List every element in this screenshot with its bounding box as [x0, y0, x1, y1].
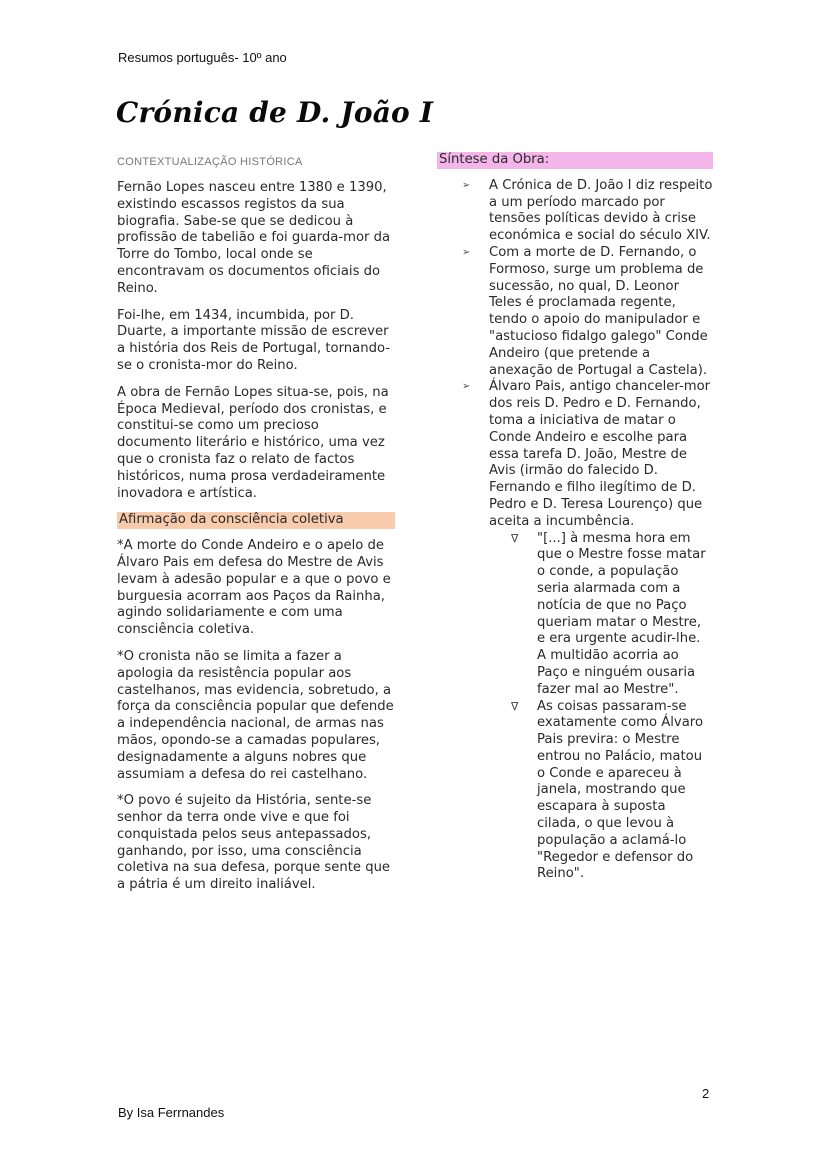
sub-list: [489, 531, 713, 884]
point-paragraph: *A morte do Conde Andeiro e o apelo de Álvaro Pais em defesa do Mestre de Avis levam à adesão popular e a que o povo e burguesia acorram aos Paços da Rainha, agindo solidariamente e com uma consciência coletiva.: [117, 538, 391, 638]
paragraph: Foi-lhe, em 1434, incumbida, por D. Duarte, a importante missão de escrever a história dos Reis de Portugal, tornando-se o cronista-mor do Reino.: [117, 307, 391, 373]
list-item: [462, 379, 713, 883]
highlight-heading-consciencia: Afirmação da consciência coletiva: [117, 512, 395, 529]
sub-list-item: [511, 698, 713, 884]
page-number: 2: [702, 1086, 710, 1101]
synthesis-list: [437, 178, 713, 883]
sub-list-item-text: As coisas passaram-se exatamente como Álvaro Pais previra: o Mestre entrou no Palácio, matou o Conde e apareceu à janela, mostrando que escapara à suposta cilada, o que levou à população a aclamá-lo "Regedor e defensor do Reino".: [537, 698, 704, 882]
highlight-heading-sintese: Síntese da Obra:: [437, 152, 713, 169]
arrow-bullet-icon: ➢: [462, 381, 471, 393]
list-item-text: Álvaro Pais, antigo chanceler-mor dos reis D. Pedro e D. Fernando, toma a iniciativa de matar o Conde Andeiro e escolhe para essa tarefa D. João, Mestre de Avis (irmão do falecido D. Fernando e filho ilegítimo de D. Pedro e D. Teresa Lourenço) que aceita a incumbência.: [489, 379, 711, 529]
list-item-text: Com a morte de D. Fernando, o Formoso, surge um problema de sucessão, no qual, D. Leonor Teles é proclamada regente, tendo o apoio do manipulador e "astucioso fidalgo galego" Conde Andeiro (que pretende a anexação de Portugal a Castela).: [489, 244, 708, 378]
arrow-bullet-icon: ➢: [462, 179, 471, 191]
sub-list-item: [511, 530, 713, 699]
paragraph: Fernão Lopes nasceu entre 1380 e 1390, existindo escassos registos da sua biografia. Sabe-se que se dedicou à profissão de tabelião e foi guarda-mor da Torre do Tombo, local onde se encontravam os documentos oficiais do Reino.: [117, 180, 391, 296]
left-column: [117, 180, 395, 904]
arrow-bullet-icon: ➢: [462, 246, 471, 258]
page-footer-author: By Isa Ferrnandes: [118, 1105, 225, 1120]
document-title: Crónica de D. João I: [116, 96, 434, 129]
point-paragraph: *O povo é sujeito da História, sente-se senhor da terra onde vive e que foi conquistada pelos seus antepassados, ganhando, por isso, uma consciência coletiva na sua defesa, porque sente que a pátria é um direito inaliável.: [117, 793, 391, 893]
list-item: [462, 244, 713, 379]
page-header: Resumos português- 10º ano: [118, 50, 287, 65]
paragraph: A obra de Fernão Lopes situa-se, pois, na Época Medieval, período dos cronistas, e constitui-se como um precioso documento literário e histórico, uma vez que o cronista faz o relato de factos históricos, numa prosa verdadeiramente inovadora e artística.: [117, 384, 389, 501]
sub-list-item-text: "[...] à mesma hora em que o Mestre fosse matar o conde, a população seria alarmada com a notícia de que no Paço queriam matar o Mestre, e era urgente acudir-lhe. A multidão acorria ao Paço e ninguém ousaria fazer mal ao Mestre".: [537, 530, 706, 697]
list-item-text: A Crónica de D. João I diz respeito a um período marcado por tensões políticas devido à crise económica e social do século XIV.: [489, 177, 713, 244]
triangle-bullet-icon: ∇: [511, 531, 519, 545]
right-column: [437, 152, 713, 883]
triangle-bullet-icon: ∇: [511, 699, 519, 713]
point-paragraph: *O cronista não se limita a fazer a apologia da resistência popular aos castelhanos, mas evidencia, sobretudo, a força da consciência popular que defende a independência nacional, de armas nas mãos, opondo-se a camadas populares, designadamente a alguns nobres que assumiam a defesa do rei castelhano.: [117, 648, 394, 782]
list-item: [462, 177, 713, 245]
section-label-contextualizacao: CONTEXTUALIZAÇÃO HISTÓRICA: [117, 156, 303, 168]
